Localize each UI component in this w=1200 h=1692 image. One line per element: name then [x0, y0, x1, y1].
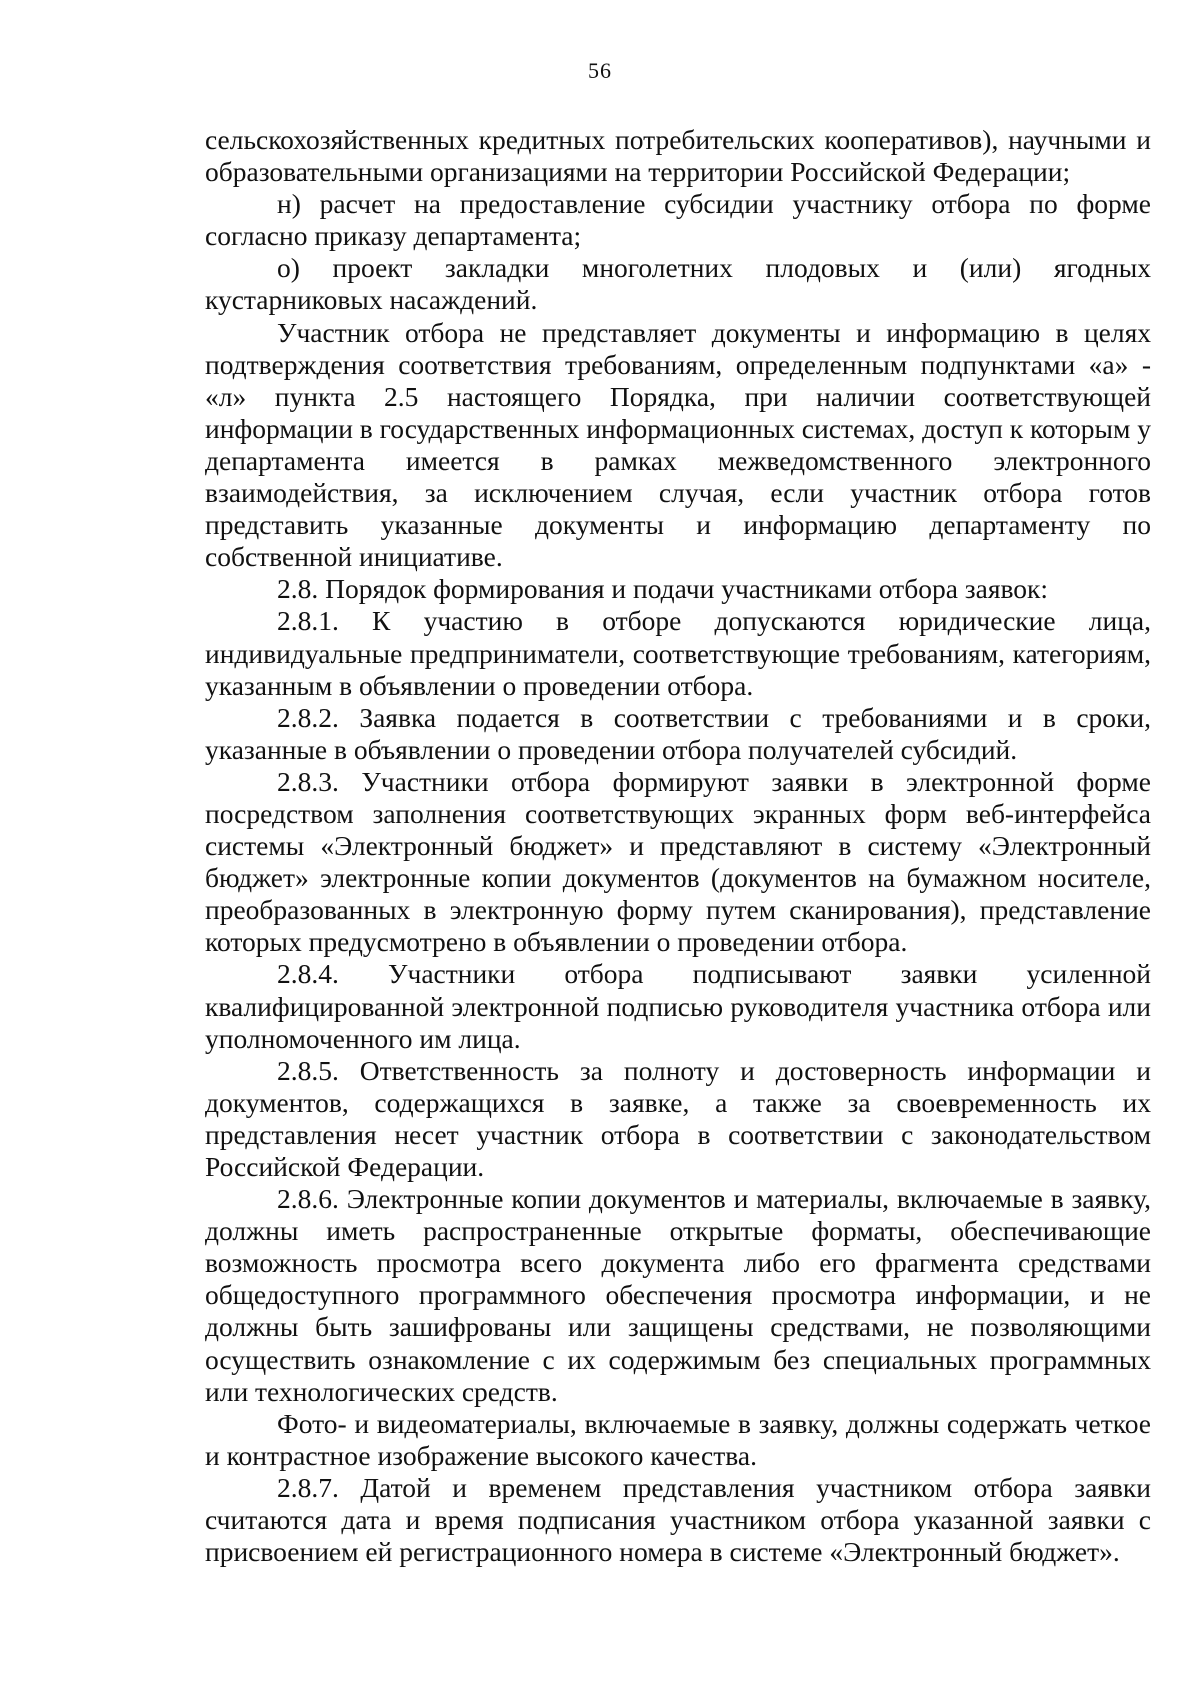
- paragraph: 2.8.7. Датой и временем представления участником отбора заявки считаются дата и время подписания участником отбора указанной заявки с присвоением ей регистрационного номера в системе «Электронный бюджет».: [205, 1471, 1151, 1568]
- paragraph: о) проект закладки многолетних плодовых и (или) ягодных кустарниковых насаждений.: [205, 252, 1151, 316]
- paragraph: 2.8. Порядок формирования и подачи участниками отбора заявок:: [277, 573, 1049, 605]
- document-body: [205, 124, 1151, 1568]
- paragraph: Фото- и видеоматериалы, включаемые в заявку, должны содержать четкое и контрастное изображение высокого качества.: [205, 1407, 1151, 1471]
- paragraph: Участник отбора не представляет документы и информацию в целях подтверждения соответствия требованиям, определенным подпунктами «а» - «л» пункта 2.5 настоящего Порядка, при наличии соответствующей информации в государственных информационных системах, доступ к которым у департамента имеется в рамках межведомственного электронного взаимодействия, за исключением случая, если участник отбора готов представить указанные документы и информацию департаменту по собственной инициативе.: [205, 316, 1151, 573]
- paragraph: 2.8.6. Электронные копии документов и материалы, включаемые в заявку, должны иметь распространенные открытые форматы, обеспечивающие возможность просмотра всего документа либо его фрагмента средствами общедоступного программного обеспечения просмотра информации, и не должны быть зашифрованы или защищены средствами, не позволяющими осуществить ознакомление с их содержимым без специальных программных или технологических средств.: [205, 1183, 1151, 1407]
- paragraph: 2.8.3. Участники отбора формируют заявки в электронной форме посредством заполнения соответствующих экранных форм веб-интерфейса системы «Электронный бюджет» и представляют в систему «Электронный бюджет» электронные копии документов (документов на бумажном носителе, преобразованных в электронную форму путем сканирования), представление которых предусмотрено в объявлении о проведении отбора.: [205, 765, 1151, 958]
- paragraph: 2.8.5. Ответственность за полноту и достоверность информации и документов, содержащихся в заявке, а также за своевременность их представления несет участник отбора в соответствии с законодательством Российской Федерации.: [205, 1054, 1151, 1182]
- paragraph: н) расчет на предоставление субсидии участнику отбора по форме согласно приказу департамента;: [205, 188, 1151, 252]
- paragraph: 2.8.2. Заявка подается в соответствии с требованиями и в сроки, указанные в объявлении о проведении отбора получателей субсидий.: [205, 701, 1151, 765]
- paragraph: сельскохозяйственных кредитных потребительских кооперативов), научными и образовательными организациями на территории Российской Федерации;: [205, 124, 1151, 188]
- page-number: 56: [588, 58, 612, 83]
- paragraph: 2.8.1. К участию в отборе допускаются юридические лица, индивидуальные предприниматели, соответствующие требованиям, категориям, указанным в объявлении о проведении отбора.: [205, 605, 1151, 701]
- paragraph: 2.8.4. Участники отбора подписывают заявки усиленной квалифицированной электронной подписью руководителя участника отбора или уполномоченного им лица.: [205, 958, 1151, 1054]
